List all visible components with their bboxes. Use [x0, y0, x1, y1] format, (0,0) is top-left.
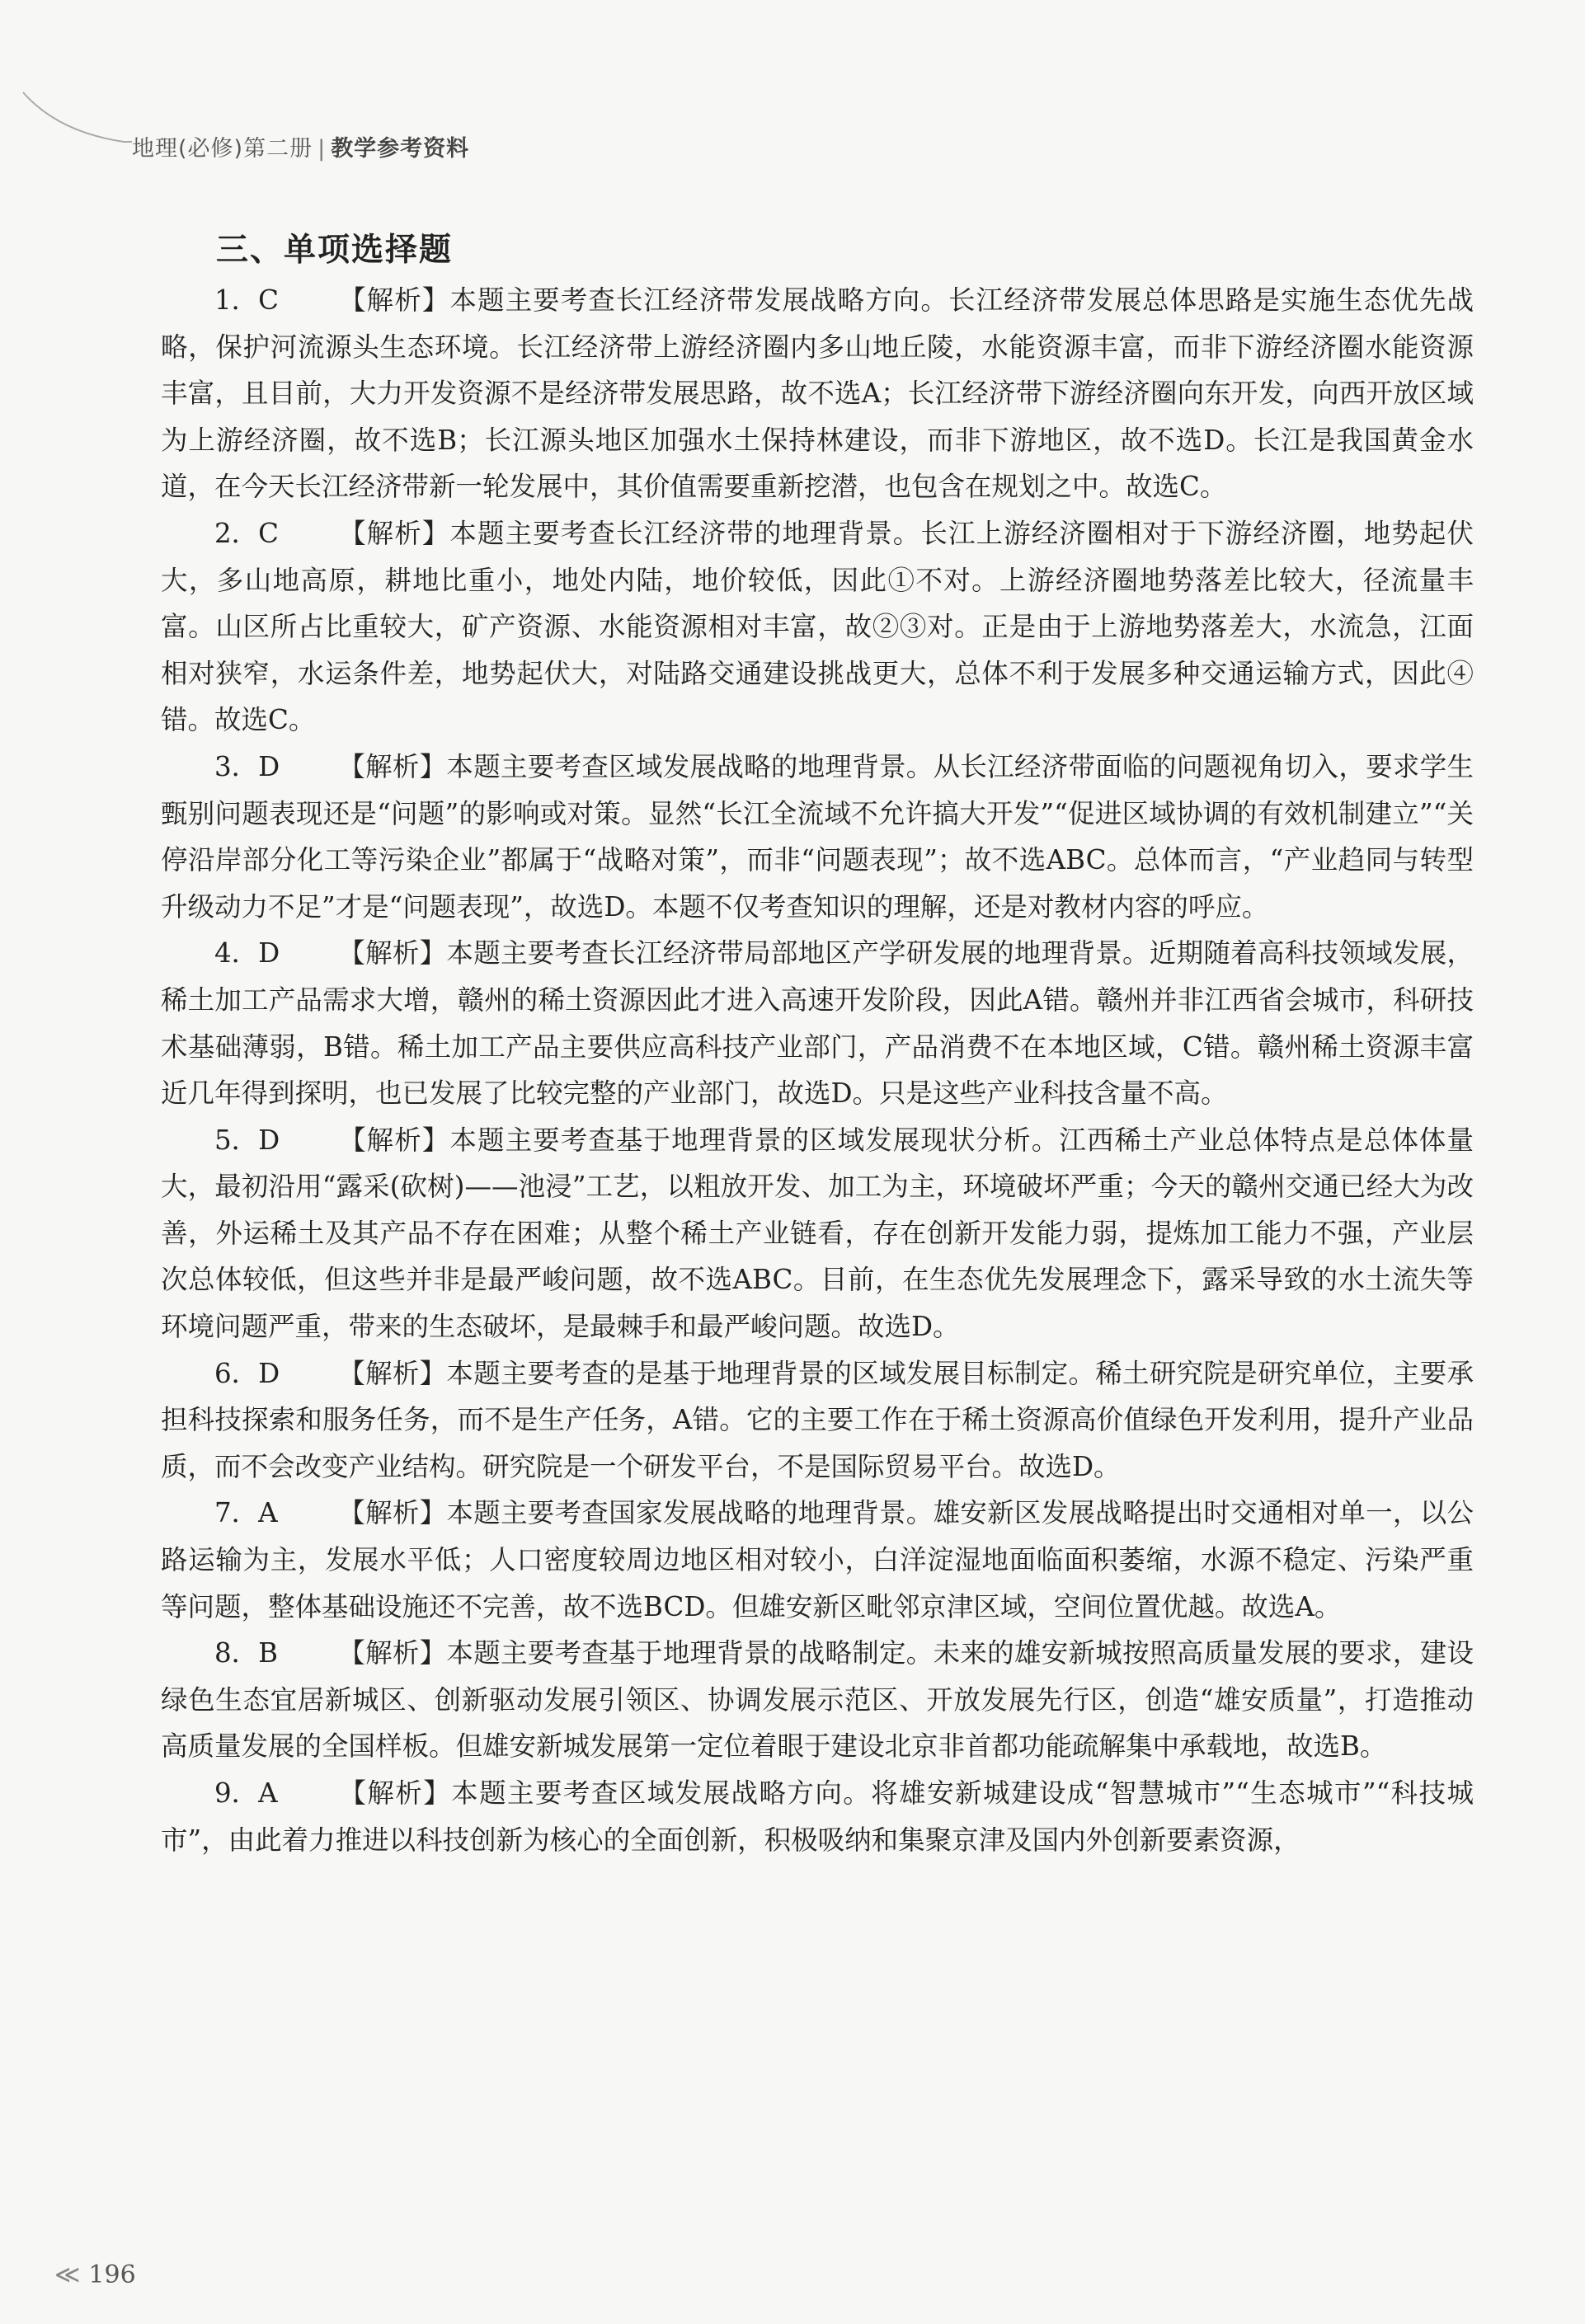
question-item [161, 1770, 1474, 1863]
question-explanation: 【解析】本题主要考查区域发展战略的地理背景。从长江经济带面临的问题视角切入，要求学生甄别问题表现还是“问题”的影响或对策。显然“长江全流域不允许搞大开发”“促进区域协调的有效机制建立”“关停沿岸部分化工等污染企业”都属于“战略对策”，而非“问题表现”；故不选ABC。总体而言，“产业趋同与转型升级动力不足”才是“问题表现”，故选D。本题不仅考查知识的理解，还是对教材内容的呼应。 [161, 750, 1474, 923]
running-header [132, 130, 469, 162]
question-explanation: 【解析】本题主要考查长江经济带的地理背景。长江上游经济圈相对于下游经济圈，地势起伏大，多山地高原，耕地比重小，地处内陆，地价较低，因此①不对。上游经济圈地势落差比较大，径流量丰富。山区所占比重较大，矿产资源、水能资源相对丰富，故②③对。正是由于上游地势落差大，水流急，江面相对狭窄，水运条件差，地势起伏大，对陆路交通建设挑战更大，总体不利于发展多种交通运输方式，因此④错。故选C。 [161, 517, 1474, 736]
question-explanation: 【解析】本题主要考查区域发展战略方向。将雄安新城建设成“智慧城市”“生态城市”“科技城市”，由此着力推进以科技创新为核心的全面创新，积极吸纳和集聚京津及国内外创新要素资源， [161, 1777, 1474, 1856]
question-explanation: 【解析】本题主要考查基于地理背景的战略制定。未来的雄安新城按照高质量发展的要求，建设绿色生态宜居新城区、创新驱动发展引领区、协调发展示范区、开放发展先行区，创造“雄安质量”，打造推动高质量发展的全国样板。但雄安新城发展第一定位着眼于建设北京非首都功能疏解集中承载地，故选B。 [161, 1637, 1474, 1763]
question-item [161, 1350, 1474, 1491]
question-item [161, 930, 1474, 1116]
question-explanation: 【解析】本题主要考查基于地理背景的区域发展现状分析。江西稀土产业总体特点是总体体量大，最初沿用“露采(砍树)——池浸”工艺，以粗放开发、加工为主，环境破坏严重；今天的赣州交通已经大为改善，外运稀土及其产品不存在困难；从整个稀土产业链看，存在创新开发能力弱，提炼加工能力不强，产业层次总体较低，但这些并非是最严峻问题，故不选ABC。目前，在生态优先发展理念下，露采导致的水土流失等环境问题严重，带来的生态破坏，是最棘手和最严峻问题。故选D。 [161, 1124, 1474, 1343]
question-item [161, 1117, 1474, 1350]
question-answer: 5．D [214, 1124, 280, 1156]
section-title: 三、单项选择题 [216, 232, 454, 269]
question-item [161, 277, 1474, 510]
question-answer: 2．C [214, 517, 280, 549]
question-item [161, 510, 1474, 744]
header-book-title: 地理(必修)第二册 [132, 136, 313, 162]
question-answer: 7．A [214, 1497, 278, 1529]
question-explanation: 【解析】本题主要考查的是基于地理背景的区域发展目标制定。稀土研究院是研究单位，主要承担科技探索和服务任务，而不是生产任务，A错。它的主要工作在于稀土资源高价值绿色开发利用，提升产业品质，而不会改变产业结构。研究院是一个研发平台，不是国际贸易平台。故选D。 [161, 1357, 1474, 1482]
question-item [161, 1630, 1474, 1770]
question-item [161, 1490, 1474, 1630]
question-explanation: 【解析】本题主要考查长江经济带发展战略方向。长江经济带发展总体思路是实施生态优先战略，保护河流源头生态环境。长江经济带上游经济圈内多山地丘陵，水能资源丰富，而非下游经济圈水能资源丰富，且目前，大力开发资源不是经济带发展思路，故不选A；长江经济带下游经济圈向东开发，向西开放区域为上游经济圈，故不选B；长江源头地区加强水土保持林建设，而非下游地区，故不选D。长江是我国黄金水道，在今天长江经济带新一轮发展中，其价值需要重新挖潜，也包含在规划之中。故选C。 [161, 284, 1474, 503]
question-answer: 8．B [214, 1637, 279, 1669]
double-chevron-left-icon: ≪ [54, 2261, 81, 2289]
page-footer [54, 2261, 136, 2289]
page-number: 196 [88, 2261, 136, 2289]
question-item [161, 744, 1474, 930]
question-answer: 9．A [214, 1777, 278, 1809]
answer-explanations [161, 277, 1474, 1863]
question-answer: 1．C [214, 284, 280, 316]
question-answer: 6．D [214, 1357, 280, 1389]
header-subtitle: 教学参考资料 [331, 136, 470, 162]
header-separator: | [317, 136, 327, 162]
question-explanation: 【解析】本题主要考查国家发展战略的地理背景。雄安新区发展战略提出时交通相对单一，以公路运输为主，发展水平低；人口密度较周边地区相对较小，白洋淀湿地面临面积萎缩，水源不稳定、污染严重等问题，整体基础设施还不完善，故不选BCD。但雄安新区毗邻京津区域，空间位置优越。故选A。 [161, 1497, 1474, 1622]
question-explanation: 【解析】本题主要考查长江经济带局部地区产学研发展的地理背景。近期随着高科技领域发展，稀土加工产品需求大增，赣州的稀土资源因此才进入高速开发阶段，因此A错。赣州并非江西省会城市，科研技术基础薄弱，B错。稀土加工产品主要供应高科技产业部门，产品消费不在本地区域，C错。赣州稀土资源丰富近几年得到探明，也已发展了比较完整的产业部门，故选D。只是这些产业科技含量不高。 [161, 937, 1474, 1110]
question-answer: 3．D [214, 750, 280, 782]
question-answer: 4．D [214, 937, 280, 970]
